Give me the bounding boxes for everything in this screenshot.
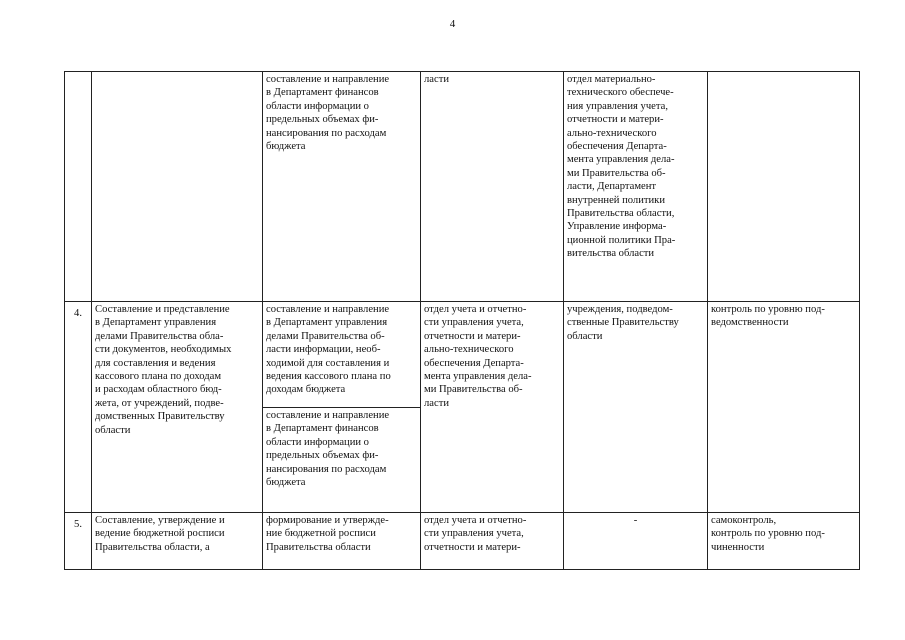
cell-text-line: ведение бюджетной росписи: [95, 528, 225, 540]
cell-text-line: нансирования по расходам: [266, 463, 387, 475]
cell-text-line: отдел учета и отчетно-: [424, 304, 527, 315]
cell-text-line: ние бюджетной росписи: [266, 528, 376, 540]
executor-cell: [421, 72, 564, 302]
cell-text-line: ведомственности: [711, 317, 789, 329]
cell-text-line: отчетности и матери-: [424, 541, 521, 553]
table-row: [65, 302, 860, 408]
control-cell: [708, 513, 860, 570]
cell-text-line: кассового плана по доходам: [95, 371, 222, 383]
task-cell: [92, 72, 263, 302]
cell-text-line: ния управления учета,: [567, 100, 668, 112]
cell-text-line: ально-технического: [567, 127, 657, 139]
row-number: [65, 72, 92, 302]
cell-text-line: отчетности и матери-: [424, 330, 521, 342]
cell-text-line: бюджета: [266, 477, 306, 489]
cell-text-line: Управление информа-: [567, 221, 667, 233]
cell-text-line: обеспечения Департа-: [567, 141, 667, 153]
cell-text-line: в Департамент управления: [266, 317, 388, 329]
responsibility-table: [64, 71, 860, 570]
cell-text-line: сти документов, необходимых: [95, 344, 232, 356]
cell-text-line: самоконтроль,: [711, 515, 777, 526]
table-row: [65, 513, 860, 570]
cell-text-line: области: [95, 424, 131, 436]
cell-text-line: в Департамент финансов: [266, 423, 379, 435]
cell-text-line: нансирования по расходам: [266, 127, 387, 139]
cell-text-line: контроль по уровню под-: [711, 528, 825, 540]
cell-text-line: бюджета: [266, 141, 306, 153]
cell-text-line: ведения кассового плана по: [266, 371, 391, 383]
cell-text-line: делами Правительства об-: [266, 330, 385, 342]
action-cell: [263, 513, 421, 570]
cell-text-line: мента управления дела-: [567, 154, 675, 166]
cell-text-line: Правительства области,: [567, 208, 675, 220]
participants-cell: [564, 72, 708, 302]
cell-text-line: сти управления учета,: [424, 528, 524, 540]
cell-text-line: доходам бюджета: [266, 384, 346, 396]
cell-text-line: предельных объемах фи-: [266, 450, 379, 462]
cell-text-line: ционной политики Пра-: [567, 234, 676, 246]
cell-text-line: ми Правительства об-: [567, 167, 666, 179]
cell-text-line: Составление и представление: [95, 304, 230, 315]
participants-cell: [564, 302, 708, 513]
cell-text-line: ласти: [424, 74, 449, 85]
action-cell-secondary: [263, 408, 421, 513]
cell-text-line: контроль по уровню под-: [711, 304, 825, 315]
cell-text-line: предельных объемах фи-: [266, 114, 379, 126]
cell-text-line: чиненности: [711, 541, 765, 553]
task-cell: [92, 513, 263, 570]
action-cell: [263, 302, 421, 408]
cell-text-line: ласти, Департамент: [567, 181, 657, 193]
task-cell: [92, 302, 263, 513]
row-number: 4.: [65, 302, 92, 513]
executor-cell: [421, 513, 564, 570]
executor-cell: [421, 302, 564, 513]
cell-text-line: в Департамент финансов: [266, 87, 379, 99]
cell-text-line: сти управления учета,: [424, 317, 524, 329]
cell-text-line: мента управления дела-: [424, 371, 532, 383]
cell-text-line: области: [567, 330, 603, 342]
cell-text-line: технического обеспече-: [567, 87, 674, 99]
cell-text-line: делами Правительства обла-: [95, 330, 224, 342]
cell-text-line: ми Правительства об-: [424, 384, 523, 396]
cell-text-line: формирование и утвержде-: [266, 515, 389, 526]
cell-text-line: в Департамент управления: [95, 317, 217, 329]
cell-text-line: обеспечения Департа-: [424, 357, 524, 369]
participants-cell: [564, 513, 708, 570]
cell-text-line: Составление, утверждение и: [95, 515, 225, 526]
cell-text-line: -: [633, 515, 638, 526]
cell-text-line: ходимой для составления и: [266, 357, 390, 369]
cell-text-line: и расходам областного бюд-: [95, 384, 222, 396]
cell-text-line: составление и направление: [266, 74, 390, 85]
page-number: 4: [449, 18, 456, 30]
cell-text-line: Правительства области, а: [95, 541, 210, 553]
cell-text-line: ственные Правительству: [567, 317, 679, 329]
table-row: [65, 72, 860, 302]
cell-text-line: отчетности и матери-: [567, 114, 664, 126]
cell-text-line: области информации о: [266, 436, 369, 448]
action-cell: [263, 72, 421, 302]
cell-text-line: Правительства области: [266, 541, 371, 553]
cell-text-line: домственных Правительству: [95, 411, 225, 423]
cell-text-line: внутренней политики: [567, 194, 665, 206]
cell-text-line: учреждения, подведом-: [567, 304, 673, 315]
control-cell: [708, 72, 860, 302]
cell-text-line: ально-технического: [424, 344, 514, 356]
cell-text-line: ласти: [424, 397, 449, 409]
cell-text-line: составление и направление: [266, 410, 390, 421]
cell-text-line: отдел учета и отчетно-: [424, 515, 527, 526]
row-number: 5.: [65, 513, 92, 570]
cell-text-line: жета, от учреждений, подве-: [95, 397, 224, 409]
cell-text-line: отдел материально-: [567, 74, 656, 85]
control-cell: [708, 302, 860, 513]
cell-text-line: составление и направление: [266, 304, 390, 315]
cell-text-line: вительства области: [567, 248, 655, 260]
cell-text-line: области информации о: [266, 100, 369, 112]
cell-text-line: ласти информации, необ-: [266, 344, 381, 356]
cell-text-line: для составления и ведения: [95, 357, 216, 369]
